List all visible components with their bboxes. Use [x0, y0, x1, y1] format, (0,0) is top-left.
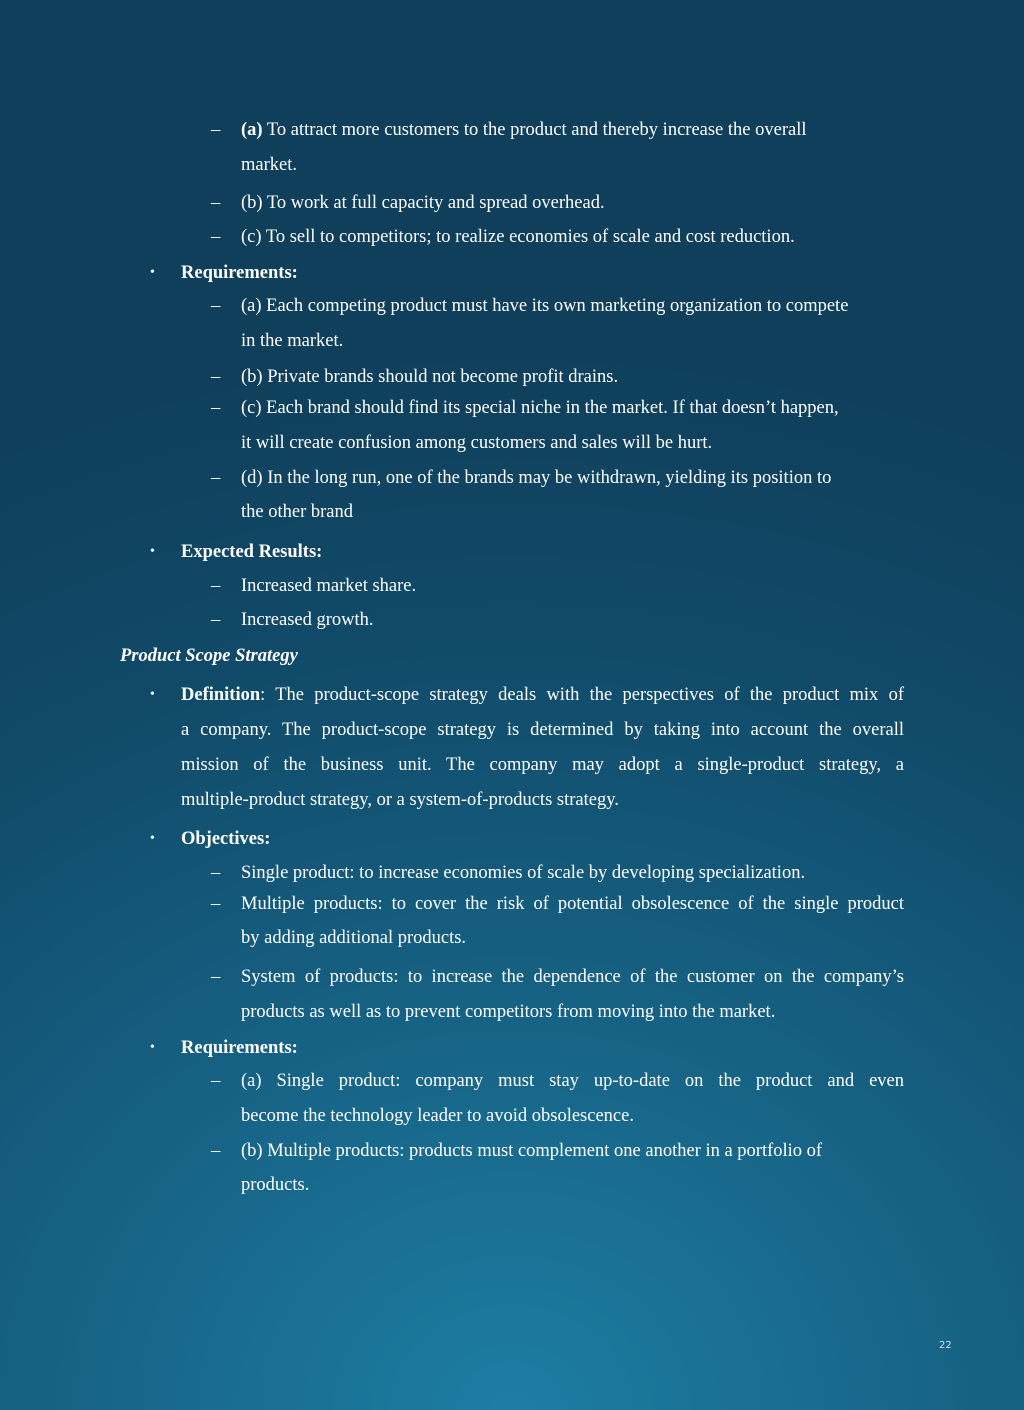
requirement-b-text: (b) Private brands should not become profit drains.: [241, 367, 619, 387]
scope-requirements-heading: [181, 1036, 298, 1060]
objective-a-line: [241, 118, 807, 142]
dash-marker: –: [211, 367, 221, 387]
requirement-a-text: (a) Each competing product must have its own marketing organization to compete: [241, 296, 849, 316]
objectives-title: Objectives:: [181, 829, 271, 849]
dash-marker: –: [211, 576, 221, 596]
scope-objective-system-continuation: products as well as to prevent competitors from moving into the market.: [241, 1002, 776, 1022]
scope-objective-multiple: Multiple products: to cover the risk of potential obsolescence of the single product: [241, 894, 904, 914]
objective-c-text: (c) To sell to competitors; to realize economies of scale and cost reduction.: [241, 227, 795, 247]
dash-marker: –: [211, 967, 221, 987]
dash-marker: –: [211, 468, 221, 488]
expected-results-title: Expected Results:: [181, 542, 323, 562]
dash-marker: –: [211, 120, 221, 140]
definition-line-1: [181, 683, 904, 707]
scope-requirement-a-continuation: become the technology leader to avoid obsolescence.: [241, 1106, 634, 1126]
expected-results-heading: [181, 540, 322, 564]
scope-requirement-b: (b) Multiple products: products must complement one another in a portfolio of: [241, 1141, 823, 1161]
dash-marker: –: [211, 863, 221, 883]
dash-marker: –: [211, 1071, 221, 1091]
requirements-title: Requirements:: [181, 263, 298, 283]
objective-a-label: (a): [241, 120, 263, 140]
bullet-marker: •: [150, 1040, 155, 1055]
bullet-marker: •: [150, 687, 155, 702]
dash-marker: –: [211, 227, 221, 247]
bullet-marker: •: [150, 265, 155, 280]
definition-line-3: mission of the business unit. The company may adopt a single-product strategy, a: [181, 755, 904, 775]
requirement-a-continuation: in the market.: [241, 331, 344, 351]
requirements-heading: [181, 261, 298, 285]
definition-line-4: multiple-product strategy, or a system-of-products strategy.: [181, 790, 619, 810]
scope-requirements-title: Requirements:: [181, 1038, 298, 1058]
dash-marker: –: [211, 193, 221, 213]
result-item: Increased market share.: [241, 576, 417, 596]
bullet-marker: •: [150, 831, 155, 846]
section-heading: Product Scope Strategy: [120, 646, 298, 666]
requirement-d-text: (d) In the long run, one of the brands may be withdrawn, yielding its position to: [241, 468, 832, 488]
scope-objective-single: Single product: to increase economies of scale by developing specialization.: [241, 863, 806, 883]
requirement-c-continuation: it will create confusion among customers and sales will be hurt.: [241, 433, 713, 453]
definition-label: Definition: [181, 685, 261, 705]
scope-objective-multiple-continuation: by adding additional products.: [241, 928, 467, 948]
definition-text-1: : The product-scope strategy deals with the perspectives of the product mix of: [260, 685, 904, 705]
objective-b-text: (b) To work at full capacity and spread overhead.: [241, 193, 605, 213]
requirement-d-continuation: the other brand: [241, 502, 353, 522]
page-number: 22: [939, 1340, 952, 1351]
dash-marker: –: [211, 296, 221, 316]
result-item: Increased growth.: [241, 610, 374, 630]
objective-a-text: To attract more customers to the product and thereby increase the overall: [262, 120, 807, 140]
dash-marker: –: [211, 1141, 221, 1161]
dash-marker: –: [211, 398, 221, 418]
scope-requirement-a: (a) Single product: company must stay up-to-date on the product and even: [241, 1071, 904, 1091]
scope-requirement-b-continuation: products.: [241, 1175, 310, 1195]
bullet-marker: •: [150, 544, 155, 559]
scope-objective-system: System of products: to increase the dependence of the customer on the company’s: [241, 967, 904, 987]
objectives-heading: [181, 827, 270, 851]
requirement-c-text: (c) Each brand should find its special niche in the market. If that doesn’t happen,: [241, 398, 839, 418]
dash-marker: –: [211, 610, 221, 630]
dash-marker: –: [211, 894, 221, 914]
objective-a-continuation: market.: [241, 155, 297, 175]
definition-line-2: a company. The product-scope strategy is determined by taking into account the overall: [181, 720, 904, 740]
